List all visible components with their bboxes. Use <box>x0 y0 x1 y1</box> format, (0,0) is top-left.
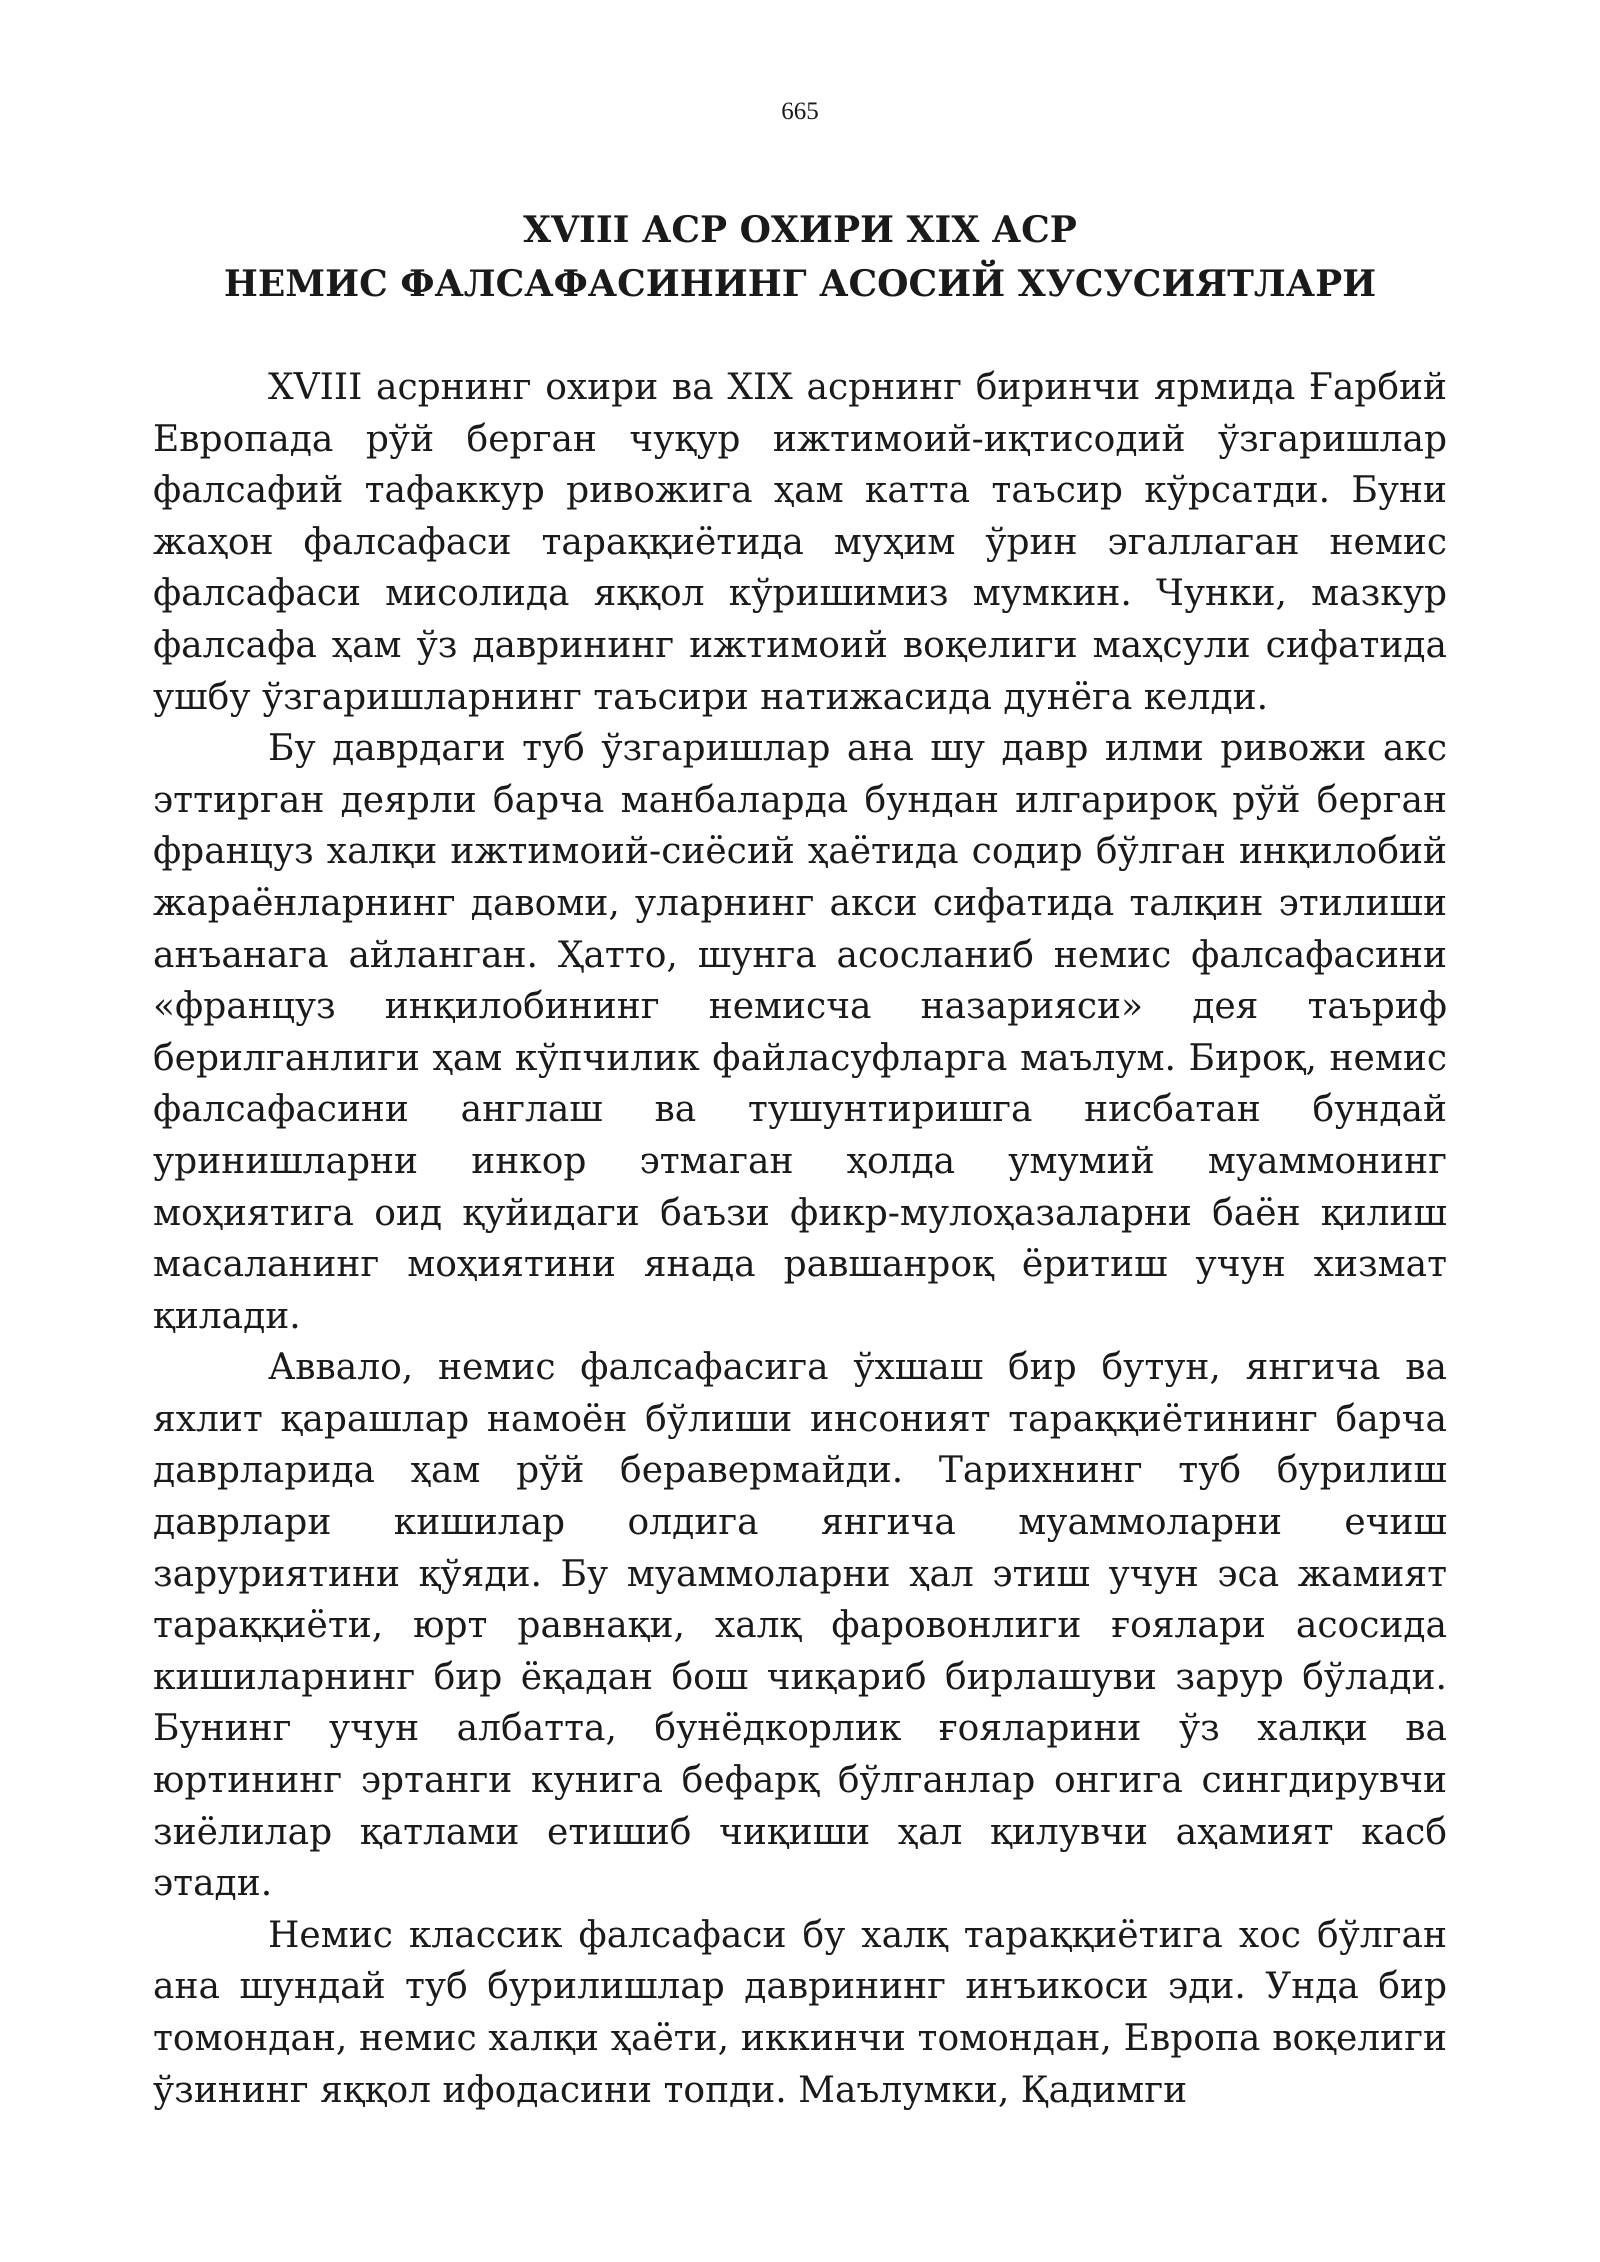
body-text <box>153 362 1447 2116</box>
paragraph-1: XVIII асрнинг охири ва XIX асрнинг биринчи ярмида Ғарбий Европада рўй берган чуқур ижтимоий-иқтисодий ўзгаришлар фалсафий тафаккур ривожига ҳам катта таъсир кўрсатди. Буни жаҳон фалсафаси тараққиётида муҳим ўрин эгаллаган немис фалсафаси мисолида яққол кўришимиз мумкин. Чунки, мазкур фалсафа ҳам ўз даврининг ижтимоий воқелиги маҳсули сифатида ушбу ўзгаришларнинг таъсири натижасида дунёга келди. <box>153 367 1447 718</box>
chapter-title-line-1: XVIII АСР ОХИРИ XIX АСР <box>523 209 1077 251</box>
paragraph-2: Бу даврдаги туб ўзгаришлар ана шу давр илми ривожи акс эттирган деярли барча манбаларда бундан илгарироқ рўй берган француз халқи ижтимоий-сиёсий ҳаётида содир бўлган инқилобий жараёнларнинг давоми, уларнинг акси сифатида талқин этилиши анъанага айланган. Ҳатто, шунга асосланиб немис фалсафасини «француз инқилобининг немисча назарияси» дея таъриф берилганлиги ҳам кўпчилик файласуфларга маълум. Бироқ, немис фалсафасини англаш ва тушунтиришга нисбатан бундай уринишларни инкор этмаган ҳолда умумий муаммонинг моҳиятига оид қуйидаги баъзи фикр-мулоҳазаларни баён қилиш масаланинг моҳиятини янада равшанроқ ёритиш учун хизмат қилади. <box>153 728 1447 1337</box>
page-number: 665 <box>781 98 819 125</box>
chapter-title-line-2: НЕМИС ФАЛСАФАСИНИНГ АСОСИЙ ХУСУСИЯТЛАРИ <box>223 263 1377 305</box>
chapter-title <box>150 203 1450 311</box>
paragraph-3: Аввало, немис фалсафасига ўхшаш бир бутун, янгича ва яхлит қарашлар намоён бўлиши инсоният тараққиётининг барча даврларида ҳам рўй беравермайди. Тарихнинг туб бурилиш даврлари кишилар олдига янгича муаммоларни ечиш заруриятини қўяди. Бу муаммоларни ҳал этиш учун эса жамият тараққиёти, юрт равнақи, халқ фаровонлиги ғоялари асосида кишиларнинг бир ёқадан бош чиқариб бирлашуви зарур бўлади. Бунинг учун албатта, бунёдкорлик ғояларини ўз халқи ва юртининг эртанги кунига бефарқ бўлганлар онгига сингдирувчи зиёлилар қатлами етишиб чиқиши ҳал қилувчи аҳамият касб этади. <box>153 1347 1447 1905</box>
paragraph-4: Немис классик фалсафаси бу халқ тараққиётига хос бўлган ана шундай туб бурилишлар даврининг инъикоси эди. Унда бир томондан, немис халқи ҳаёти, иккинчи томондан, Европа воқелиги ўзининг яққол ифодасини топди. Маълумки, Қадимги <box>153 1914 1447 2111</box>
